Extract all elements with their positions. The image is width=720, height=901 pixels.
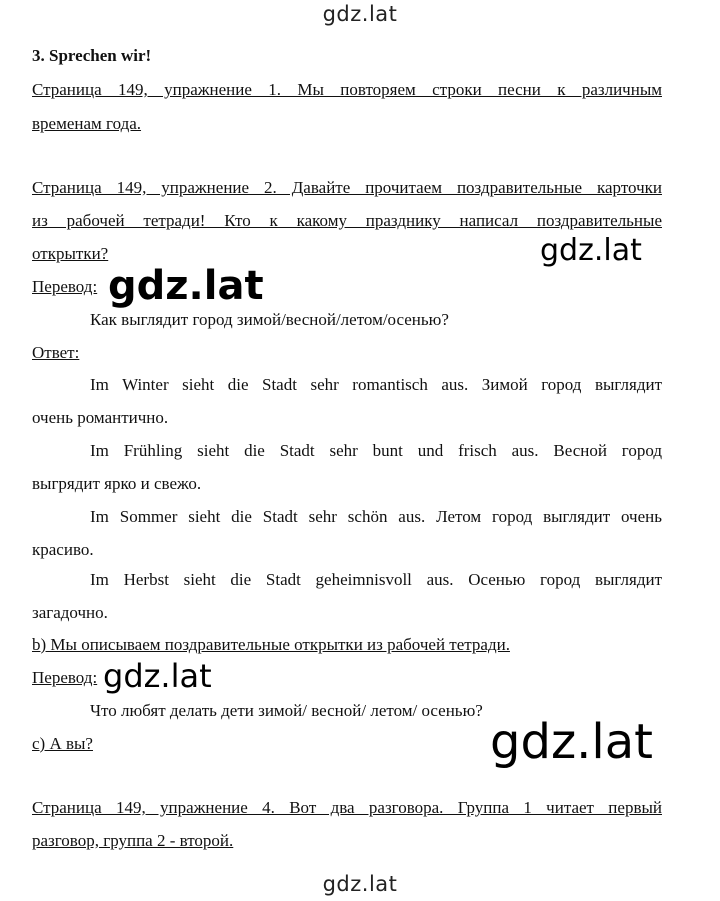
watermark-overlay: gdz.lat	[103, 657, 212, 695]
exercise2-line1: Страница 149, упражнение 2. Давайте прочитаем поздравительные карточки	[32, 178, 662, 197]
answer-autumn-line1: Im Herbst sieht die Stadt geheimnisvoll aus. Осенью город выглядит	[90, 570, 662, 589]
section-heading: 3. Sprechen wir!	[32, 46, 152, 65]
watermark-overlay: gdz.lat	[108, 263, 264, 309]
watermark-bottom: gdz.lat	[322, 872, 398, 896]
answer-summer-line2: красиво.	[32, 540, 94, 559]
part-c: c) А вы?	[32, 734, 93, 753]
answer-summer-line1: Im Sommer sieht die Stadt sehr schön aus. Летом город выглядит очень	[90, 507, 662, 526]
question-1: Как выглядит город зимой/весной/летом/осенью?	[90, 310, 449, 329]
exercise1-line2: временам года.	[32, 114, 142, 133]
exercise2-line3: открытки?	[32, 244, 109, 263]
watermark-top: gdz.lat	[322, 2, 398, 26]
watermark-overlay: gdz.lat	[540, 233, 642, 268]
exercise1-line1: Страница 149, упражнение 1. Мы повторяем строки песни к различным	[32, 80, 662, 99]
exercise4-line2: разговор, группа 2 - второй.	[32, 831, 234, 850]
answer-winter-line2: очень романтично.	[32, 408, 169, 427]
watermark-overlay: gdz.lat	[490, 714, 653, 770]
exercise2-line2: из рабочей тетради! Кто к какому празднику написал поздравительные	[32, 211, 662, 230]
translation-label-2: Перевод:	[32, 668, 98, 687]
answer-spring-line1: Im Frühling sieht die Stadt sehr bunt und frisch aus. Весной город	[90, 441, 662, 460]
translation-label-1: Перевод:	[32, 277, 98, 296]
part-b: b) Мы описываем поздравительные открытки из рабочей тетради.	[32, 635, 510, 654]
answer-winter-line1: Im Winter sieht die Stadt sehr romantisch aus. Зимой город выглядит	[90, 375, 662, 394]
question-2: Что любят делать дети зимой/ весной/ летом/ осенью?	[90, 701, 483, 720]
answer-autumn-line2: загадочно.	[32, 603, 108, 622]
exercise4-line1: Страница 149, упражнение 4. Вот два разговора. Группа 1 читает первый	[32, 798, 662, 817]
answer-spring-line2: выгрядит ярко и свежо.	[32, 474, 202, 493]
answer-label: Ответ:	[32, 343, 80, 362]
